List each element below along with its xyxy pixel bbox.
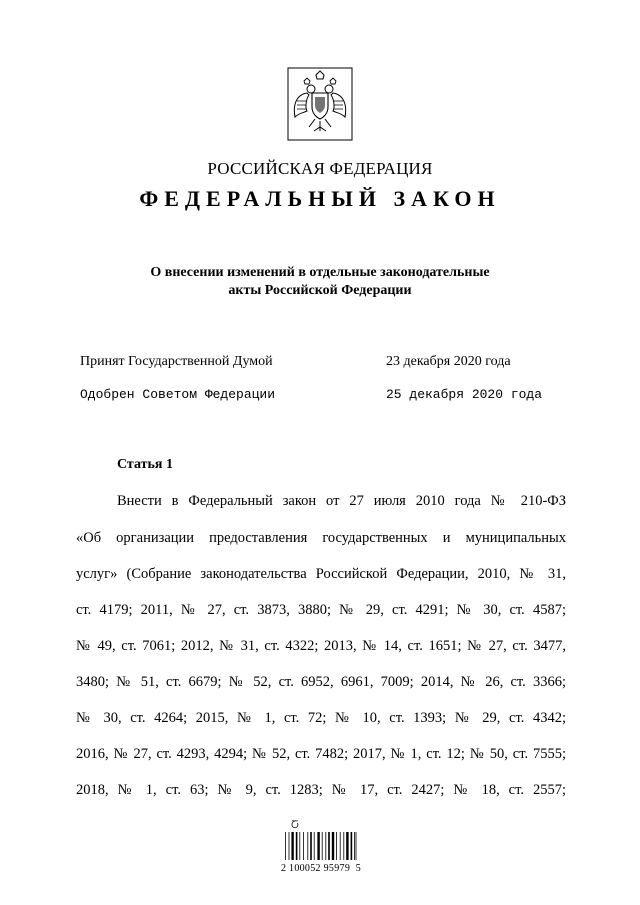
barcode-bar bbox=[340, 832, 341, 860]
law-title-line-1: О внесении изменений в отдельные законодательные bbox=[150, 265, 490, 280]
adoption-date: 23 декабря 2020 года bbox=[386, 354, 511, 369]
barcode-mark: Ⴀ bbox=[291, 820, 299, 830]
barcode-bar bbox=[332, 832, 334, 860]
barcode-bar bbox=[296, 832, 298, 860]
adoption-label: Принят Государственной Думой bbox=[80, 354, 273, 369]
barcode-bar bbox=[314, 832, 315, 860]
article-text-line: № 30, ст. 4264; 2015, № 1, ст. 72; № 10, ст. 1393; № 29, ст. 4342; bbox=[76, 710, 566, 726]
barcode-bar bbox=[285, 832, 286, 860]
barcode-bar bbox=[351, 832, 353, 860]
barcode-bar bbox=[307, 832, 308, 860]
article-text-line: 2018, № 1, ст. 63; № 9, ст. 1283; № 17, ст. 2427; № 18, ст. 2557; bbox=[76, 782, 566, 798]
article-text-line: ст. 4179; 2011, № 27, ст. 3873, 3880; № 29, ст. 4291; № 30, ст. 4587; bbox=[76, 602, 566, 618]
barcode-bar bbox=[325, 832, 326, 860]
barcode-number: 2 100052 95979 5 bbox=[280, 863, 362, 874]
barcode-bar bbox=[303, 832, 304, 860]
adoption-date: 25 декабря 2020 года bbox=[386, 387, 543, 402]
barcode-bar bbox=[346, 832, 348, 860]
law-title-line-2: акты Российской Федерации bbox=[228, 283, 412, 298]
article-text-line: Внести в Федеральный закон от 27 июля 2010 года № 210-ФЗ bbox=[117, 493, 566, 509]
barcode-bar bbox=[322, 832, 323, 860]
article-text-line: 2016, № 27, ст. 4293, 4294; № 52, ст. 7482; 2017, № 1, ст. 12; № 50, ст. 7555; bbox=[76, 746, 566, 762]
law-title bbox=[110, 264, 530, 300]
barcode-bar bbox=[291, 832, 293, 860]
article-heading: Статья 1 bbox=[117, 457, 173, 472]
article-text-line: услуг» (Собрание законодательства Российской Федерации, 2010, № 31, bbox=[76, 566, 566, 582]
barcode-bar bbox=[317, 832, 319, 860]
document-type: ФЕДЕРАЛЬНЫЙ ЗАКОН bbox=[139, 186, 501, 211]
barcode-bar bbox=[336, 832, 337, 860]
barcode-bar bbox=[289, 832, 290, 860]
coat-of-arms-emblem bbox=[287, 67, 353, 141]
country-name: РОССИЙСКАЯ ФЕДЕРАЦИЯ bbox=[207, 159, 433, 178]
adoption-label: Одобрен Советом Федерации bbox=[80, 387, 276, 402]
article-text-line: 3480; № 51, ст. 6679; № 52, ст. 6952, 6961, 7009; 2014, № 26, ст. 3366; bbox=[76, 674, 566, 690]
barcode-bar bbox=[354, 832, 355, 860]
barcode-bar bbox=[356, 832, 357, 860]
barcode-image bbox=[283, 820, 359, 860]
article-text-line: «Об организации предоставления государственных и муниципальных bbox=[76, 530, 566, 546]
barcode-bar bbox=[343, 832, 344, 860]
barcode-bar bbox=[328, 832, 330, 860]
barcode-bar bbox=[299, 832, 300, 860]
barcode-bar bbox=[310, 832, 312, 860]
article-text-line: № 49, ст. 7061; 2012, № 31, ст. 4322; 2013, № 14, ст. 1651; № 27, ст. 3477, bbox=[76, 638, 566, 654]
